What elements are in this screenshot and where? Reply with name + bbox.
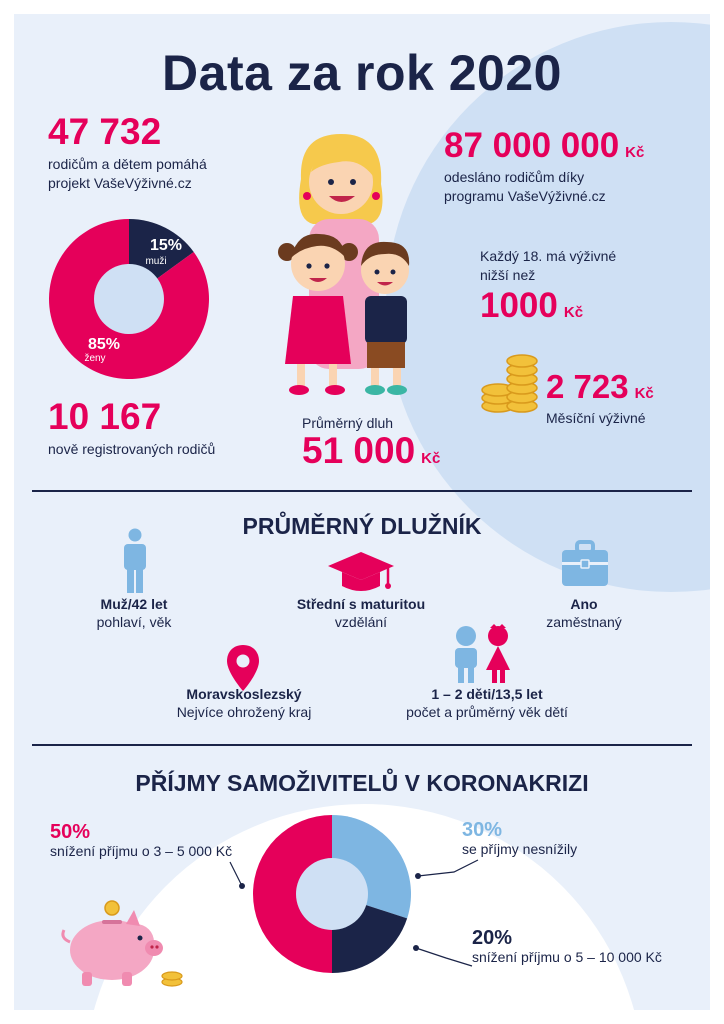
sent-value: 87 000 000 <box>444 126 620 165</box>
income-20-label: snížení příjmu o 5 – 10 000 Kč <box>472 949 662 965</box>
helped-desc-1: rodičům a dětem pomáhá <box>48 156 207 172</box>
leader-line-20 <box>416 948 472 966</box>
debtor-education: Střední s maturitou <box>296 596 426 612</box>
income-30-value: 30% <box>462 819 503 841</box>
piggy-bank-icon <box>54 892 184 992</box>
sent-unit: Kč <box>625 144 645 161</box>
leader-line-50 <box>230 862 242 886</box>
debtor-employed-sub: zaměstnaný <box>546 614 622 630</box>
debtor-gender-age: Muž/42 let <box>100 596 168 612</box>
income-50-value: 50% <box>50 821 91 843</box>
helped-value: 47 732 <box>48 111 162 152</box>
debtor-title: PRŮMĚRNÝ DLUŽNÍK <box>242 513 482 539</box>
debtor-children: 1 – 2 děti/13,5 let <box>431 686 543 702</box>
page-title: Data za rok 2020 <box>162 45 562 101</box>
sent-desc-1: odesláno rodičům díky <box>444 169 585 185</box>
monthly-desc: Měsíční výživné <box>546 410 646 426</box>
monthly-unit: Kč <box>634 385 654 402</box>
women-label: ženy <box>84 353 106 364</box>
sent-desc-2: programu VašeVýživné.cz <box>444 188 606 204</box>
infographic-page <box>14 14 710 1010</box>
helped-desc-2: projekt VašeVýživné.cz <box>48 175 192 191</box>
every18-text-2: nižší než <box>480 267 536 283</box>
women-percent-label: 85% <box>87 336 121 353</box>
every18-text-1: Každý 18. má výživné <box>480 248 617 264</box>
income-20-value: 20% <box>472 927 513 949</box>
men-label: muži <box>145 256 167 267</box>
registered-value: 10 167 <box>48 396 162 437</box>
debtor-education-sub: vzdělání <box>334 614 388 630</box>
income-title: PŘÍJMY SAMOŽIVITELŮ V KORONAKRIZI <box>135 770 589 796</box>
leader-line-30 <box>418 860 478 876</box>
men-percent-label: 15% <box>149 237 183 254</box>
debtor-employed: Ano <box>570 596 598 612</box>
monthly-value: 2 723 <box>546 368 629 405</box>
every18-value: 1000 <box>480 286 558 325</box>
registered-desc: nově registrovaných rodičů <box>48 441 216 457</box>
debtor-children-sub: počet a průměrný věk dětí <box>406 704 568 720</box>
debt-unit: Kč <box>421 450 441 467</box>
debtor-gender-age-sub: pohlaví, věk <box>96 614 172 630</box>
debtor-region-sub: Nejvíce ohrožený kraj <box>176 704 312 720</box>
income-50-label: snížení příjmu o 3 – 5 000 Kč <box>50 843 233 859</box>
debt-value: 51 000 <box>302 430 416 471</box>
debt-label: Průměrný dluh <box>302 415 394 431</box>
every18-unit: Kč <box>563 304 584 321</box>
debtor-region: Moravskoslezský <box>186 686 302 702</box>
income-30-label: se příjmy nesnížily <box>462 841 578 857</box>
